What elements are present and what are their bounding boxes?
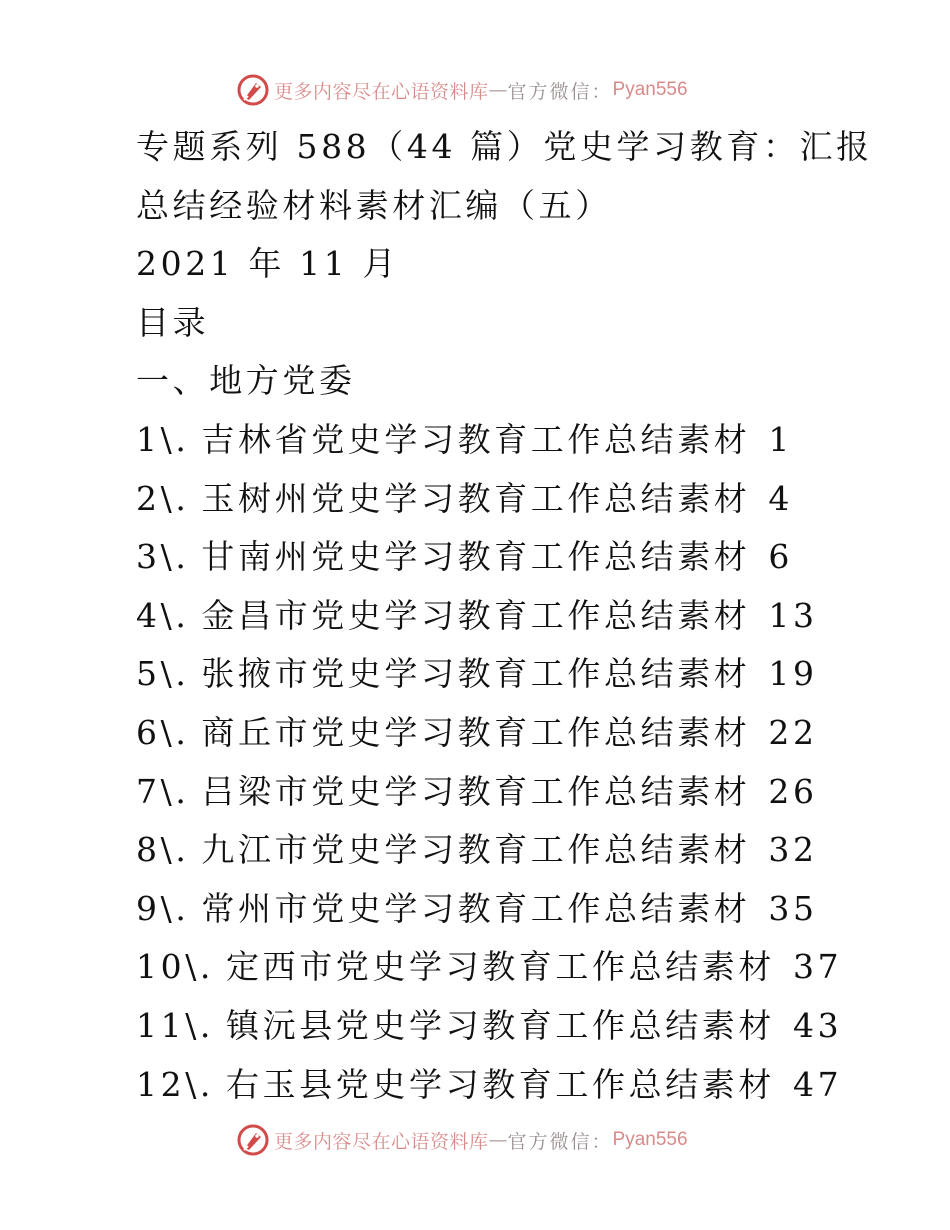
watermark-wechat-id: Pyan556 xyxy=(612,79,688,100)
toc-item-page: 43 xyxy=(793,1005,843,1045)
toc-item-title: 甘南州党史学习教育工作总结素材 xyxy=(201,537,751,577)
toc-item-number: 3\. xyxy=(136,537,190,577)
toc-item-page: 6 xyxy=(768,537,794,577)
toc-item-number: 10\. xyxy=(136,947,214,987)
watermark-separator: — xyxy=(488,79,508,101)
toc-item xyxy=(136,704,916,763)
toc-item xyxy=(136,821,916,880)
document-body xyxy=(136,118,916,1114)
toc-item-page: 47 xyxy=(793,1064,843,1104)
toc-item-number: 8\. xyxy=(136,830,190,870)
toc-heading: 目录 xyxy=(136,302,210,342)
toc-item xyxy=(136,528,916,587)
toc-item-number: 2\. xyxy=(136,478,190,518)
toc-item-number: 12\. xyxy=(136,1064,214,1104)
pen-nib-logo-icon xyxy=(236,1123,270,1157)
toc-item-page: 1 xyxy=(768,419,794,459)
toc-item xyxy=(136,411,916,470)
toc-item-title: 常州市党史学习教育工作总结素材 xyxy=(201,888,751,928)
toc-item-number: 9\. xyxy=(136,888,190,928)
watermark-sub-text: 官方微信： xyxy=(507,1130,613,1153)
toc-item-page: 13 xyxy=(768,595,818,635)
toc-item xyxy=(136,763,916,822)
toc-item-number: 11\. xyxy=(136,1005,214,1045)
toc-item-title: 吉林省党史学习教育工作总结素材 xyxy=(201,419,751,459)
toc-item-title: 玉树州党史学习教育工作总结素材 xyxy=(201,478,751,518)
toc-item-page: 26 xyxy=(768,771,818,811)
watermark-main-text: 更多内容尽在心语资料库 xyxy=(274,1130,489,1153)
toc-item-page: 4 xyxy=(768,478,794,518)
toc-item-title: 定西市党史学习教育工作总结素材 xyxy=(226,947,775,987)
toc-item xyxy=(136,938,916,997)
toc-item-title: 九江市党史学习教育工作总结素材 xyxy=(201,830,751,870)
toc-item-title: 商丘市党史学习教育工作总结素材 xyxy=(201,712,751,752)
toc-item-number: 4\. xyxy=(136,595,190,635)
toc-item-number: 7\. xyxy=(136,771,190,811)
document-title-line-2: 总结经验材料素材汇编（五） xyxy=(136,185,612,225)
document-title-line-1: 专题系列 588（44 篇）党史学习教育：汇报 xyxy=(136,127,873,166)
toc-item xyxy=(136,1056,916,1115)
document-date: 2021 年 11 月 xyxy=(136,244,400,284)
toc-item-title: 吕梁市党史学习教育工作总结素材 xyxy=(201,771,751,811)
toc-item-page: 19 xyxy=(768,654,818,694)
footer-watermark xyxy=(236,1120,756,1160)
toc-item-title: 镇沅县党史学习教育工作总结素材 xyxy=(226,1005,775,1045)
watermark-separator: — xyxy=(488,1129,508,1151)
toc-item-title: 右玉县党史学习教育工作总结素材 xyxy=(226,1064,775,1104)
pen-nib-logo-icon xyxy=(236,73,270,107)
toc-item-page: 22 xyxy=(768,712,818,752)
toc-item-number: 6\. xyxy=(136,712,190,752)
watermark-sub-text: 官方微信： xyxy=(507,80,613,103)
toc-item xyxy=(136,470,916,529)
header-watermark xyxy=(236,70,756,110)
toc-item-page: 32 xyxy=(768,830,818,870)
toc-item-title: 张掖市党史学习教育工作总结素材 xyxy=(201,654,751,694)
toc-item xyxy=(136,997,916,1056)
toc-item-number: 1\. xyxy=(136,419,190,459)
toc-item xyxy=(136,587,916,646)
toc-item-title: 金昌市党史学习教育工作总结素材 xyxy=(201,595,751,635)
toc-item-number: 5\. xyxy=(136,654,190,694)
toc-item-page: 37 xyxy=(793,947,843,987)
section-heading: 一、地方党委 xyxy=(136,361,356,401)
watermark-wechat-id: Pyan556 xyxy=(612,1129,688,1150)
watermark-main-text: 更多内容尽在心语资料库 xyxy=(274,80,489,103)
toc-item-page: 35 xyxy=(768,888,818,928)
toc-item xyxy=(136,645,916,704)
toc-item xyxy=(136,880,916,939)
